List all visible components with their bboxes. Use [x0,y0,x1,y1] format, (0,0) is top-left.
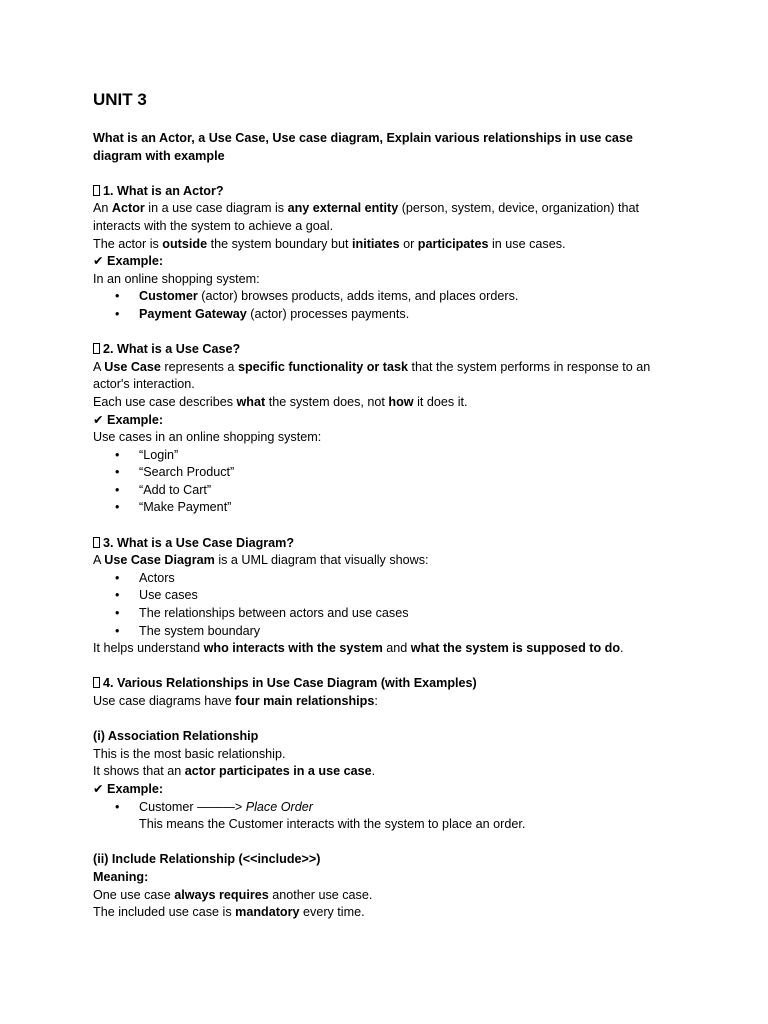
association-basic: This is the most basic relationship. [93,746,286,761]
use-case-examples-list [93,447,683,517]
association-explanation: This means the Customer interacts with the system to place an order. [139,817,526,832]
actor-definition: An Actor in a use case diagram is any external entity (person, system, device, organization) that interacts with the system to achieve a goal. [93,201,639,233]
example-label: ✔ Example: [93,781,164,796]
association-description: It shows that an actor participates in a use case. [93,764,376,779]
include-heading: (ii) Include Relationship (<<include>>) [93,852,321,867]
section-2-heading: 2. What is a Use Case? [93,341,683,359]
checkbox-glyph-icon [93,343,100,354]
association-example-list [93,799,683,817]
section-1-heading: 1. What is an Actor? [93,183,683,201]
page-title: UNIT 3 [93,90,147,109]
checkbox-glyph-icon [93,537,100,548]
include-mandatory-text: The included use case is mandatory every time. [93,905,365,920]
list-item: • “Add to Cart” [93,482,683,500]
meaning-label: Meaning: [93,869,149,884]
checkbox-glyph-icon [93,677,100,688]
diagram-purpose: It helps understand who interacts with the system and what the system is supposed to do. [93,641,624,656]
relationships-intro: Use case diagrams have four main relationships: [93,694,378,708]
example-label: ✔ Example: [93,412,164,427]
use-case-what-how: Each use case describes what the system does, not how it does it. [93,394,468,409]
document-page [93,88,683,922]
section-4-heading: 4. Various Relationships in Use Case Diagram (with Examples) [93,675,683,693]
list-item: • The system boundary [93,623,683,641]
diagram-shows-list [93,570,683,640]
diagram-definition: A Use Case Diagram is a UML diagram that visually shows: [93,553,429,568]
list-item: • Customer (actor) browses products, adds items, and places orders. [93,288,683,306]
use-case-definition: A Use Case represents a specific functionality or task that the system performs in response to an actor's interaction. [93,359,651,392]
checkbox-glyph-icon [93,185,100,196]
list-item: • Actors [93,570,683,588]
list-item: • “Login” [93,447,683,465]
example-intro: In an online shopping system: [93,271,260,286]
example-label: ✔ Example: [93,254,164,269]
section-3-heading: 3. What is a Use Case Diagram? [93,535,683,553]
association-heading: (i) Association Relationship [93,729,259,744]
list-item: • “Make Payment” [93,499,683,517]
actor-examples-list [93,288,683,323]
example-intro: Use cases in an online shopping system: [93,430,322,445]
list-item: • Customer ———> Place Order [93,799,683,817]
list-item: • Use cases [93,587,683,605]
list-item: • Payment Gateway (actor) processes payments. [93,306,683,324]
list-item: • “Search Product” [93,464,683,482]
include-requires-text: One use case always requires another use case. [93,887,373,902]
question-heading: What is an Actor, a Use Case, Use case diagram, Explain various relationships in use case diagram with example [93,131,633,163]
list-item: • The relationships between actors and use cases [93,605,683,623]
actor-boundary-text: The actor is outside the system boundary but initiates or participates in use cases. [93,236,566,251]
